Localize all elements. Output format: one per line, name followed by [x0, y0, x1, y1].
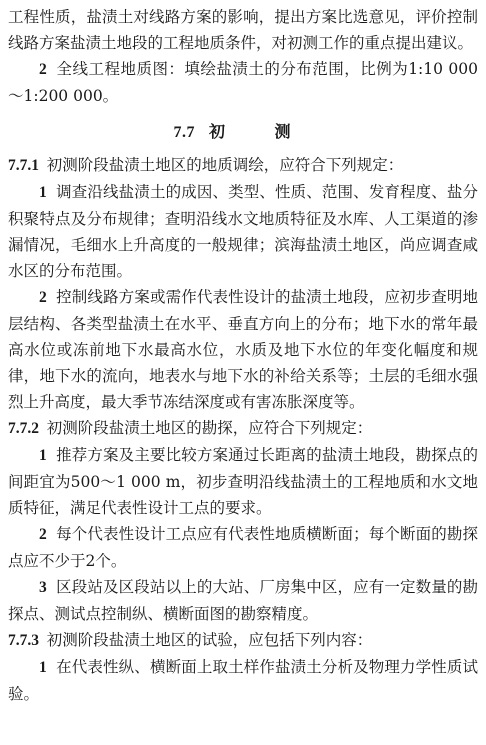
clause-7-7-2-item-2 [8, 521, 478, 574]
clause-7-7-2-item-1 [8, 442, 478, 521]
clause-7-7-3-item-1 [8, 654, 478, 707]
item-text: 全线工程地质图：填绘盐渍土的分布范围，比例为1:10 000～1:200 000。 [8, 60, 478, 105]
item-number: 1 [39, 659, 47, 676]
item-text: 每个代表性设计工点应有代表性地质横断面；每个断面的勘探点应不少于2个。 [8, 525, 478, 570]
item-text: 区段站及区段站以上的大站、厂房集中区，应有一定数量的勘探点、测试点控制纵、横断面图的勘察精度。 [8, 578, 478, 623]
item-text: 调查沿线盐渍土的成因、类型、性质、范围、发育程度、盐分积聚特点及分布规律；查明沿线水文地质特征及水库、人工渠道的渗漏情况，毛细水上升高度的一般规律；滨海盐渍土地区，尚应调查咸水区的分布范围。 [8, 183, 478, 280]
clause-number: 7.7.1 [8, 157, 39, 174]
item-number: 3 [39, 579, 47, 596]
clause-7-7-2-item-3 [8, 574, 478, 627]
item-number: 2 [39, 61, 47, 78]
clause-text: 初测阶段盐渍土地区的地质调绘，应符合下列规定： [46, 156, 404, 174]
clause-7-7-1-item-1 [8, 179, 478, 284]
list-item-2 [8, 56, 478, 109]
section-title: 初 测 [208, 122, 313, 141]
item-number: 2 [39, 289, 47, 306]
item-text: 在代表性纵、横断面上取土样作盐渍土分析及物理力学性质试验。 [8, 658, 478, 703]
clause-text: 初测阶段盐渍土地区的试验，应包括下列内容： [46, 631, 373, 649]
item-number: 1 [39, 184, 47, 201]
clause-text: 初测阶段盐渍土地区的勘探，应符合下列规定： [46, 419, 373, 437]
clause-7-7-3 [8, 627, 478, 654]
item-text: 推荐方案及主要比较方案通过长距离的盐渍土地段，勘探点的间距宜为500～1 000 m，初步查明沿线盐渍土的工程地质和水文地质特征，满足代表性设计工点的要求。 [8, 446, 478, 517]
paragraph-continuation: 工程性质，盐渍土对线路方案的影响，提出方案比选意见，评价控制线路方案盐渍土地段的工程地质条件，对初测工作的重点提出建议。 [8, 8, 478, 52]
clause-7-7-1 [8, 152, 478, 179]
clause-7-7-1-item-2 [8, 284, 478, 415]
clause-number: 7.7.3 [8, 632, 39, 649]
item-number: 1 [39, 447, 47, 464]
item-text: 控制线路方案或需作代表性设计的盐渍土地段，应初步查明地层结构、各类型盐渍土在水平、垂直方向上的分布；地下水的常年最高水位或冻前地下水最高水位，水质及地下水位的年变化幅度和规律，地下水的流向，地表水与地下水的补给关系等；土层的毛细水强烈上升高度，最大季节冻结深度或有害冻胀深度等。 [8, 288, 478, 411]
clause-7-7-2 [8, 415, 478, 442]
section-number: 7.7 [173, 124, 195, 141]
item-number: 2 [39, 526, 47, 543]
clause-number: 7.7.2 [8, 420, 39, 437]
section-heading [8, 121, 478, 144]
